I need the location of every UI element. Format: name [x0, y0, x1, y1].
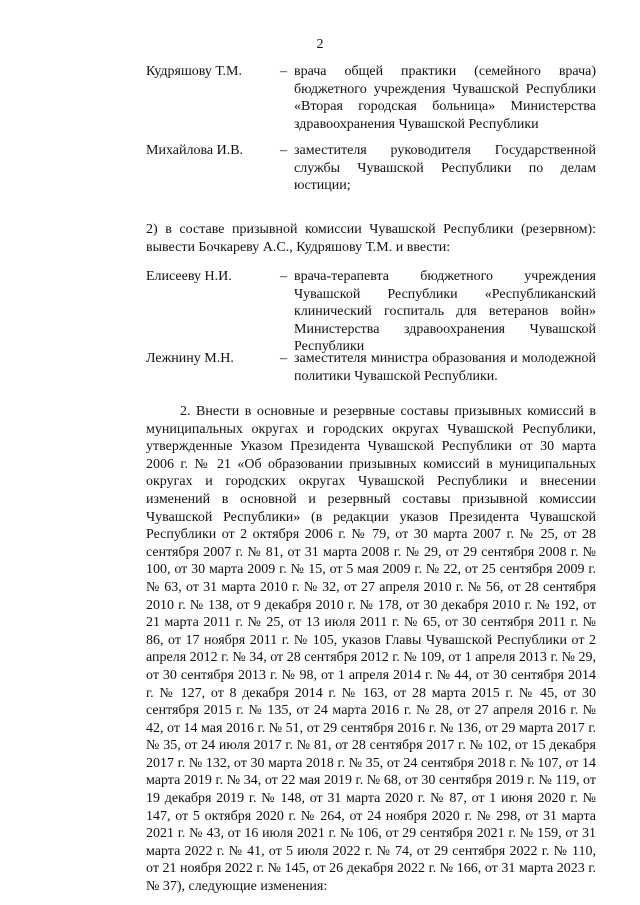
item-2-text: 2. Внести в основные и резервные составы призывных комиссий в муниципальных округах и городских округах Чувашской Республики, утвержденные Указом Президента Чувашской Республики от 30 марта 2006 г. № 21 «Об образовании призывных комиссий в муниципальных округах и городских округах Чувашской Республики и внесении изменений в основной и резервный составы призывной комиссии Чувашской Республики» (в редакции указов Президента Чувашской Республики от 2 октября 2006 г. № 79, от 30 марта 2007 г. № 25, от 28 сентября 2007 г. № 81, от 31 марта 2008 г. № 29, от 29 сентября 2008 г. № 100, от 30 марта 2009 г. № 15, от 5 мая 2009 г. № 22, от 25 сентября 2009 г. № 63, от 31 марта 2010 г. № 32, от 27 апреля 2010 г. № 56, от 28 сентября 2010 г. № 138, от 9 декабря 2010 г. № 178, от 30 декабря 2010 г. № 192, от 21 марта 2011 г. № 25, от 13 июля 2011 г. № 65, от 30 сентября 2011 г. № 86, от 17 ноября 2011 г. № 105, указов Главы Чувашской Республики от 2 апреля 2012 г. № 34, от 28 сентября 2012 г. № 109, от 1 апреля 2013 г. № 29, от 30 сентября 2013 г. № 98, от 1 апреля 2014 г. № 44, от 30 сентября 2014 г. № 127, от 8 декабря 2014 г. № 163, от 28 марта 2015 г. № 45, от 30 сентября 2015 г. № 135, от 24 марта 2016 г. № 28, от 27 апреля 2016 г. № 42, от 14 мая 2016 г. № 51, от 29 сентября 2016 г. № 136, от 29 марта 2017 г. № 35, от 24 июля 2017 г. № 81, от 28 сентября 2017 г. № 102, от 15 декабря 2017 г. № 132, от 30 марта 2018 г. № 35, от 24 сентября 2018 г. № 107, от 14 марта 2019 г. № 34, от 22 мая 2019 г. № 68, от 30 сентября 2019 г. № 119, от 19 декабря 2019 г. № 148, от 31 марта 2020 г. № 87, от 1 июня 2020 г. № 147, от 5 октября 2020 г. № 264, от 24 ноября 2020 г. № 298, от 31 марта 2021 г. № 43, от 16 июля 2021 г. № 106, от 29 сентября 2021 г. № 159, от 31 марта 2022 г. № 41, от 5 июля 2022 г. № 74, от 29 сентября 2022 г. № 110, от 21 ноября 2022 г. № 145, от 26 декабря 2022 г. № 166, от 31 марта 2023 г. № 37), следующие изменения: — [146, 404, 596, 895]
entry-eliseeva — [146, 268, 596, 354]
entry-dash: – — [280, 351, 287, 366]
entry-name: Кудряшову Т.М. — [146, 64, 242, 79]
entry-mikhailov — [146, 142, 596, 196]
entry-description: врача-терапевта бюджетного учреждения Чувашской Республики «Республиканский клинический госпиталь для ветеранов войн» Министерства здравоохранения Чувашской Республики — [294, 269, 596, 354]
entry-name: Елисееву Н.И. — [146, 269, 232, 284]
page-number: 2 — [316, 37, 324, 52]
entry-dash: – — [280, 64, 287, 79]
reserve-intro-paragraph: 2) в составе призывной комиссии Чувашской Республики (резервном): вывести Бочкареву А.С., Кудряшову Т.М. и ввести: — [146, 222, 596, 255]
entry-kudryashova — [146, 63, 596, 135]
entry-name: Михайлова И.В. — [146, 143, 244, 158]
entry-lezhnina — [146, 350, 596, 386]
entry-description: заместителя руководителя Государственной службы Чувашской Республики по делам юстиции; — [294, 143, 596, 193]
entry-name: Лежнину М.Н. — [146, 351, 234, 366]
item-2-paragraph — [146, 403, 596, 896]
entry-description: врача общей практики (семейного врача) бюджетного учреждения Чувашской Республики «Вторая городская больница» Министерства здравоохранения Чувашской Республики — [294, 64, 596, 132]
entry-dash: – — [280, 269, 287, 284]
entry-description: заместителя министра образования и молодежной политики Чувашской Республики. — [294, 351, 596, 384]
entry-dash: – — [280, 143, 287, 158]
